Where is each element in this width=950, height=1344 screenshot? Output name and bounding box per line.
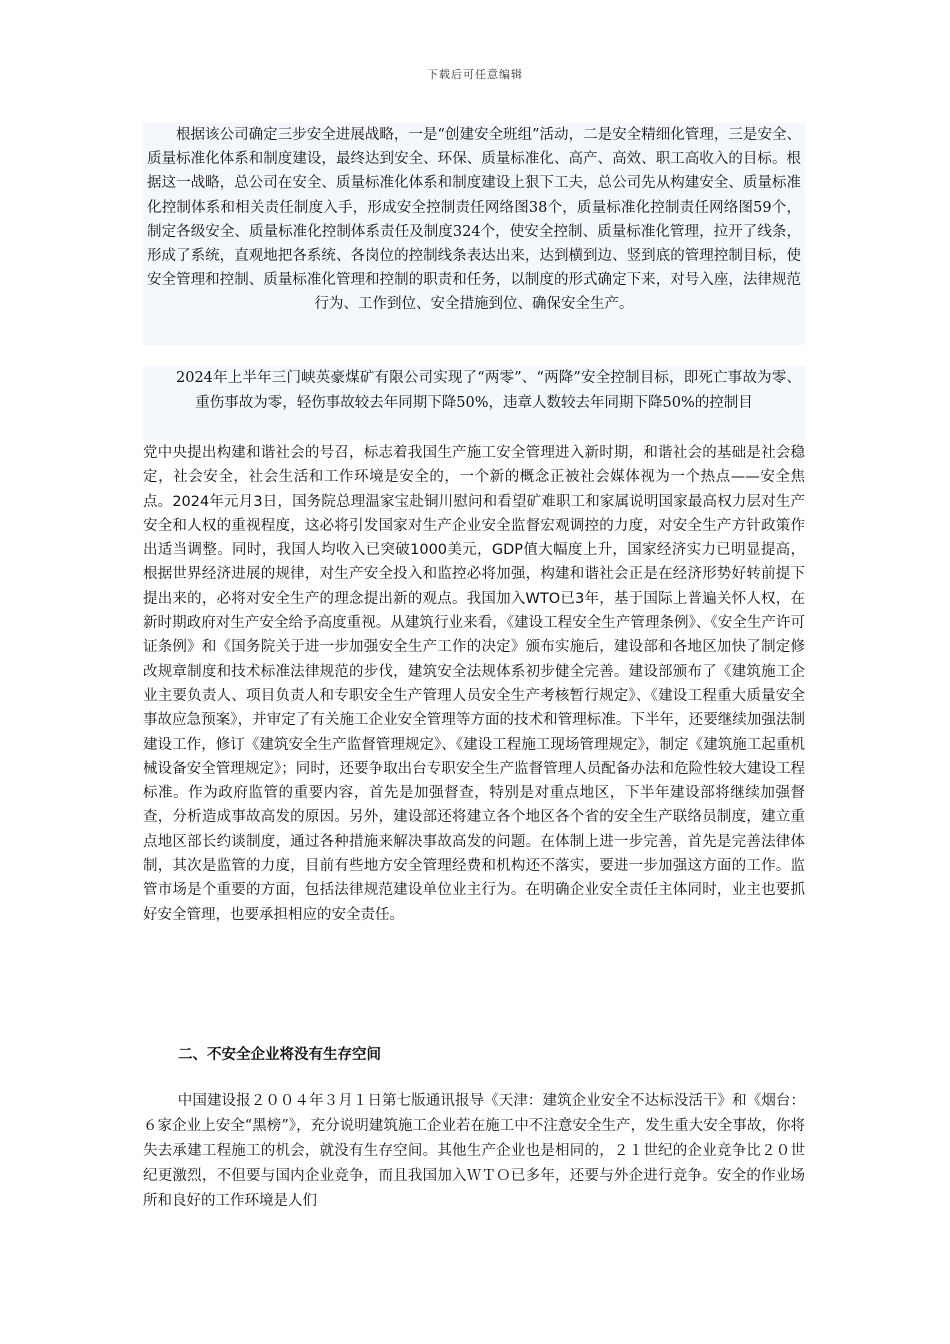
section-heading: 二、不安全企业将没有生存空间 bbox=[178, 1047, 381, 1063]
paragraph-strategy: 根据该公司确定三步安全进展战略，一是“创建安全班组”活动，二是安全精细化管理，三是安全、质量标准化体系和制度建设，最终达到安全、环保、质量标准化、高产、高效、职工高收入的目标。根据这一战略，总公司在安全、质量标准化体系和制度建设上狠下工夫，总公司先从构建安全、质量标准化控制体系和相关责任制度入手，形成安全控制责任网络图38个，质量标准化控制责任网络图59个，制定各级安全、质量标准化控制体系责任及制度324个，使安全控制、质量标准化管理，拉开了线条，形成了系统，直观地把各系统、各岗位的控制线条表达出来，达到横到边、竖到底的管理控制目标，使安全管理和控制、质量标准化管理和控制的职责和任务，以制度的形式确定下来，对号入座，法律规范行为、工作到位、安全措施到位、确保安全生产。 bbox=[147, 127, 801, 313]
paragraph-unsafe-enterprises: 中国建设报２００４年３月１日第七版通讯报导《天津：建筑企业安全不达标没活干》和《烟台：６家企业上安全“黑榜”》，充分说明建筑施工企业若在施工中不注意安全生产，发生重大安全事故，你将失去承建工程施工的机会，就没有生存空间。其他生产企业也是相同的，２１世纪的企业竞争比２０世纪更激烈，不但要与国内企业竞争，而且我国加入ＷＴＯ已多年，还要与外企进行竞争。安全的作业场所和良好的工作环境是人们 bbox=[143, 1093, 805, 1209]
paragraph-harmonious-society: 党中央提出构建和谐社会的号召，标志着我国生产施工安全管理进入新时期，和谐社会的基础是社会稳定，社会安全，社会生活和工作环境是安全的，一个新的概念正被社会媒体视为一个热点——安全焦点。2024年元月3日，国务院总理温家宝赴铜川慰问和看望矿难职工和家属说明国家最高权力层对生产安全和人权的重视程度，这必将引发国家对生产企业安全监督宏观调控的力度，对安全生产方针政策作出适当调整。同时，我国人均收入已突破1000美元，GDP值大幅度上升，国家经济实力已明显提高，根据世界经济进展的规律，对生产安全投入和监控必将加强，构建和谐社会正是在经济形势好转前提下提出来的，必将对安全生产的理念提出新的观点。我国加入WTO已3年，基于国际上普遍关怀人权，在新时期政府对生产安全给予高度重视。从建筑行业来看，《建设工程安全生产管理条例》、《安全生产许可证条例》和《国务院关于进一步加强安全生产工作的决定》颁布实施后，建设部和各地区加快了制定修改规章制度和技术标准法律规范的步伐，建筑安全法规体系初步健全完善。建设部颁布了《建筑施工企业主要负责人、项目负责人和专职安全生产管理人员安全生产考核暂行规定》、《建设工程重大质量安全事故应急预案》，并审定了有关施工企业安全管理等方面的技术和管理标准。下半年，还要继续加强法制建设工作，修订《建筑安全生产监督管理规定》、《建设工程施工现场管理规定》，制定《建筑施工起重机械设备安全管理规定》；同时，还要争取出台专职安全生产监督管理人员配备办法和危险性较大建设工程标准。作为政府监管的重要内容，首先是加强督查，特别是对重点地区，下半年建设部将继续加强督查，分析造成事故高发的原因。另外，建设部还将建立各个地区各个省的安全生产联络员制度，建立重点地区部长约谈制度，通过各种措施来解决事故高发的问题。在体制上进一步完善，首先是完善法律体制，其次是监管的力度，目前有些地方安全管理经费和机构还不落实，要进一步加强这方面的工作。监管市场是个重要的方面，包括法律规范建设单位业主行为。在明确企业安全责任主体同时，业主也要抓好安全管理，也要承担相应的安全责任。 bbox=[143, 445, 805, 923]
page-header: 下载后可任意编辑 bbox=[427, 68, 523, 81]
paragraph-targets: 2024年上半年三门峡英豪煤矿有限公司实现了“两零”、“两降”安全控制目标，即死亡事故为零、重伤事故为零，轻伤事故较去年同期下降50%，违章人数较去年同期下降50%的控制目 bbox=[176, 370, 801, 411]
highlighted-paragraph-strategy bbox=[143, 123, 805, 345]
highlighted-paragraph-targets bbox=[143, 366, 805, 440]
